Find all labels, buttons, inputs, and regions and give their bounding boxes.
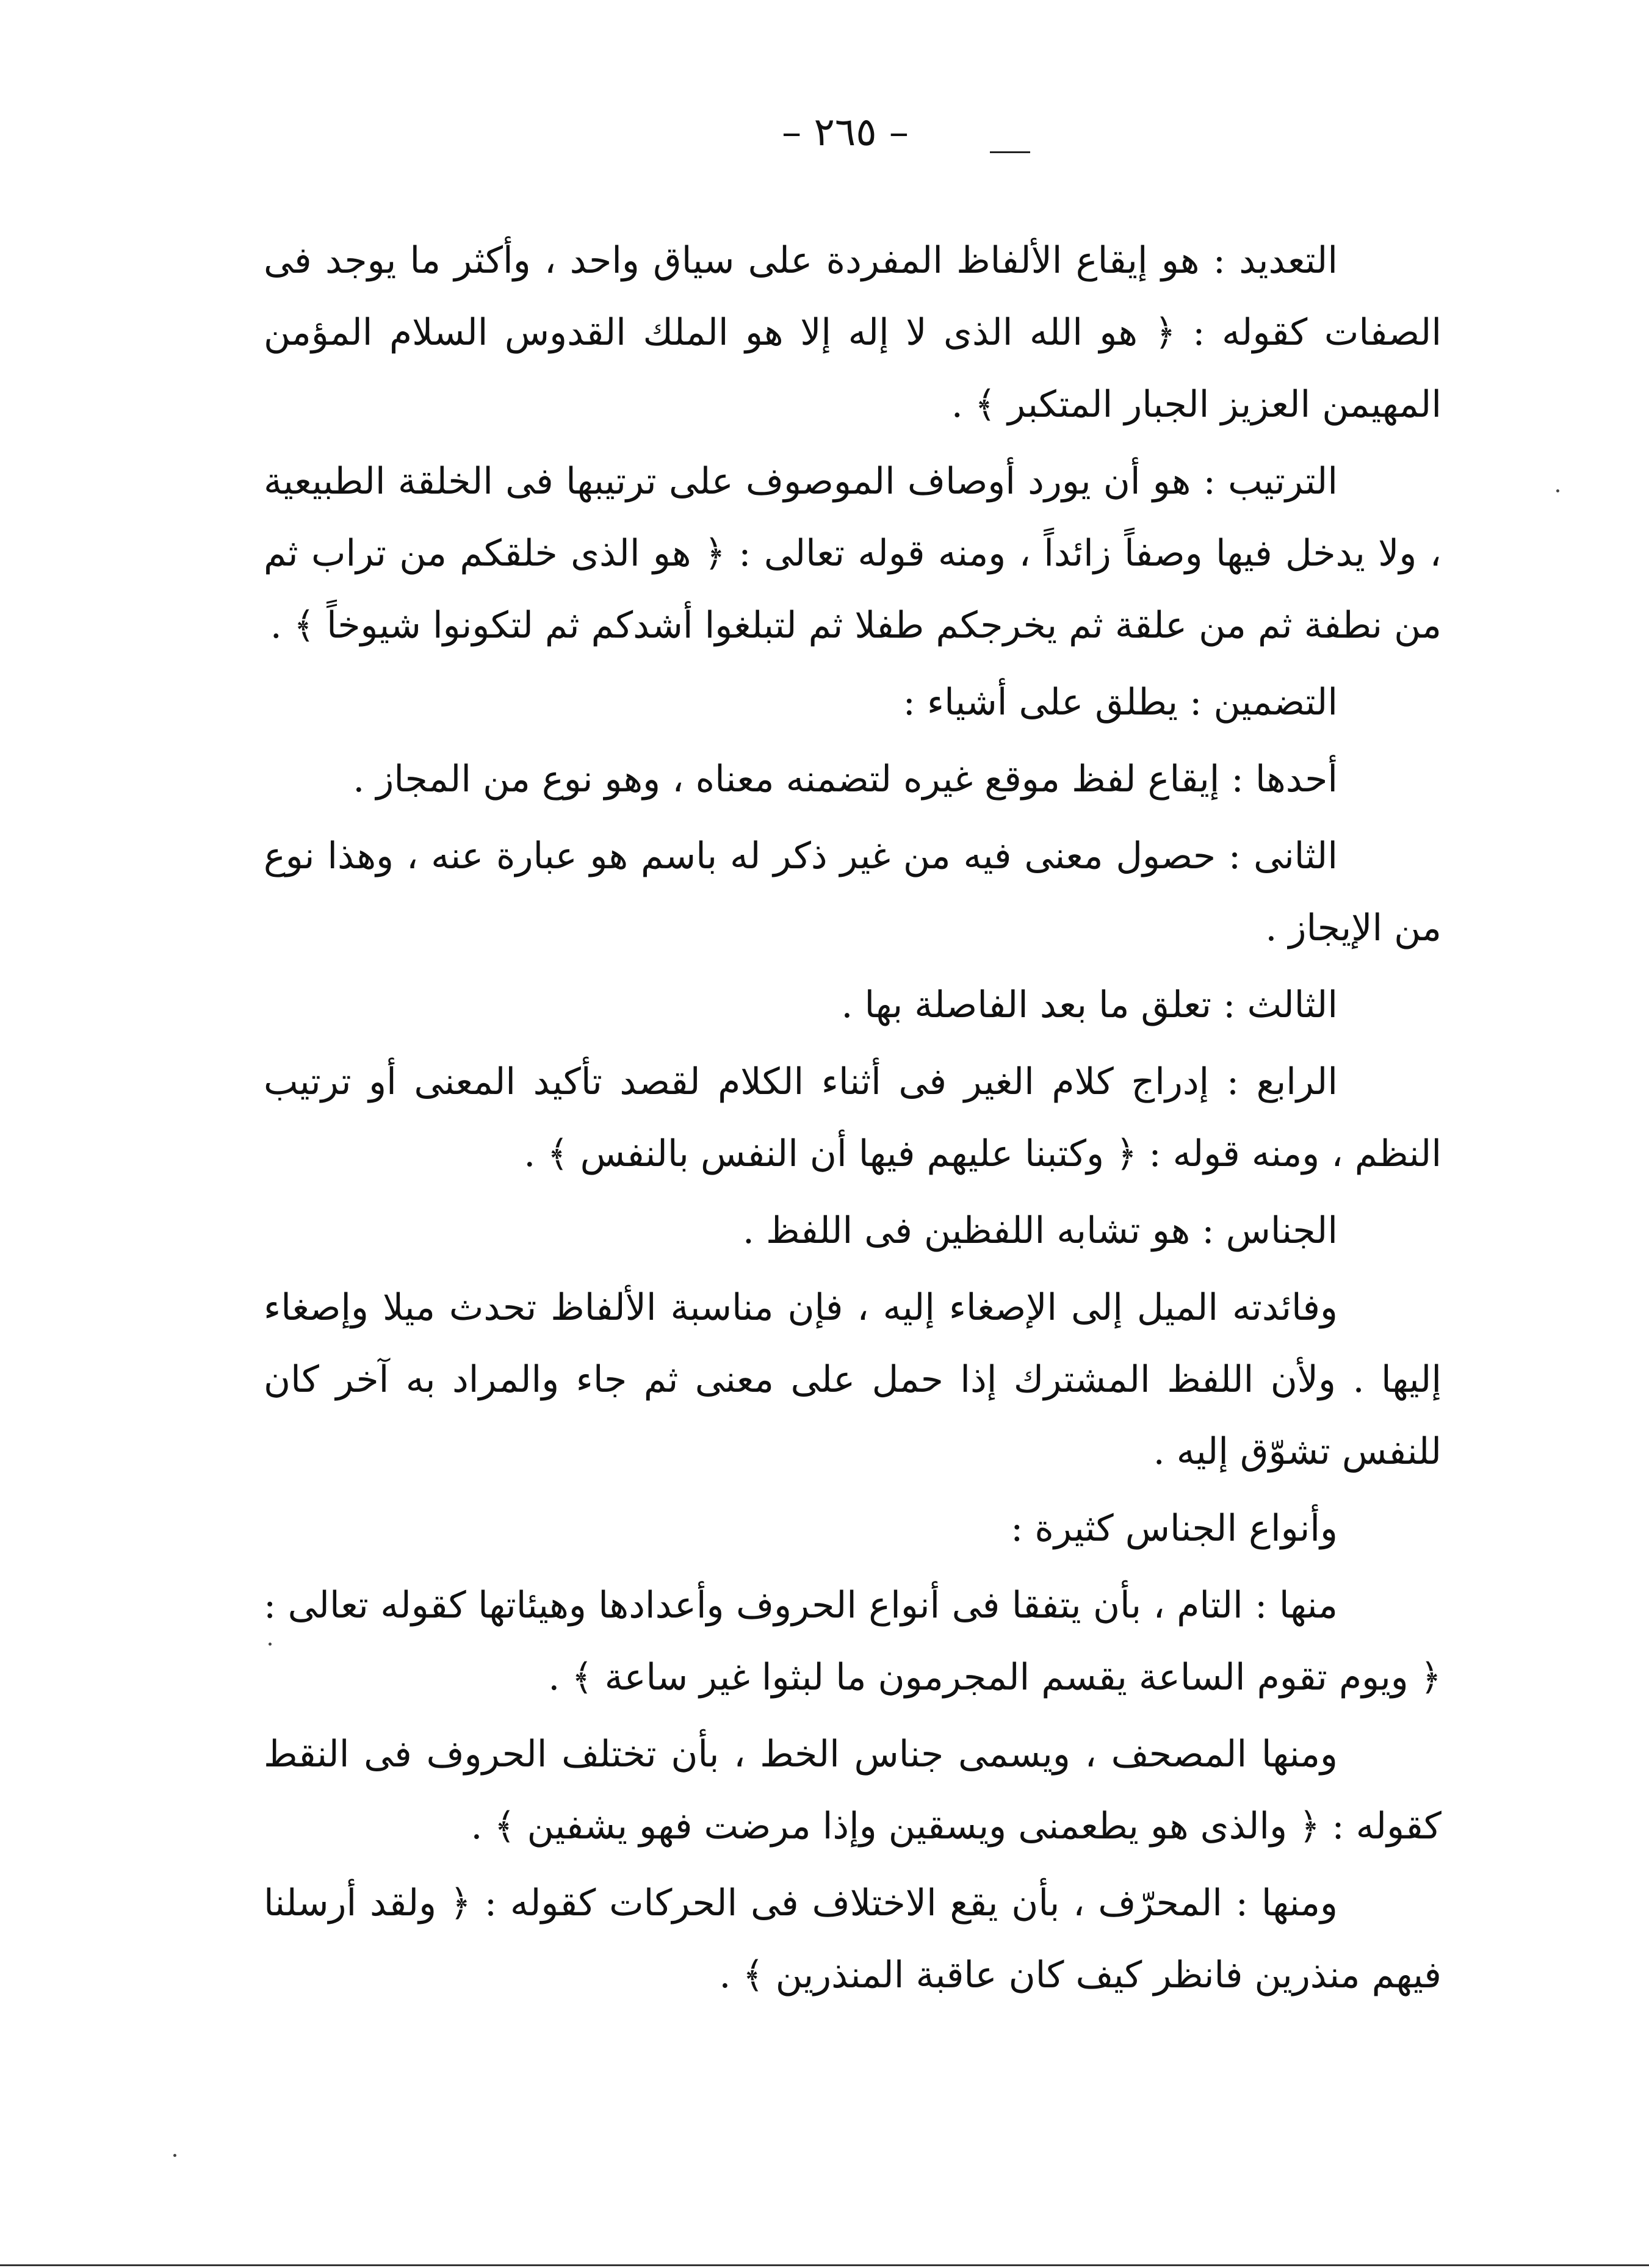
paragraph: التعديد : هو إيقاع الألفاظ المفردة على سياق واحد ، وأكثر ما يوجد فى الصفات كقوله : ﴿ هو الله الذى لا إله إلا هو الملك القدوس السلام المؤمن المهيمن العزيز الجبار المتكبر ﴾ . [264,239,1442,426]
scan-speck [1556,489,1559,492]
text-body [264,225,1442,2016]
paragraph: وفائدته الميل إلى الإصغاء إليه ، فإن مناسبة الألفاظ تحدث ميلا وإصغاء إليها . ولأن اللفظ المشترك إذا حمل على معنى ثم جاء والمراد به آخر كان للنفس تشوّق إليه . [264,1286,1442,1473]
paragraph: التضمين : يطلق على أشياء : [903,681,1338,724]
paragraph: الترتيب : هو أن يورد أوصاف الموصوف على ترتيبها فى الخلقة الطبيعية ، ولا يدخل فيها وصفاً زائداً ، ومنه قوله تعالى : ﴿ هو الذى خلقكم من تراب ثم من نطفة ثم من علقة ثم يخرجكم طفلا ثم لتبلغوا أشدكم ثم لتكونوا شيوخاً ﴾ . [264,460,1442,647]
paragraph: أحدها : إيقاع لفظ موقع غيره لتضمنه معناه ، وهو نوع من المجاز . [353,758,1338,801]
header-rule [990,151,1030,153]
paragraph: وأنواع الجناس كثيرة : [1011,1507,1338,1550]
page-number: – ٢٦٥ – [782,110,909,155]
scan-speck [269,1643,272,1646]
paragraph: منها : التام ، بأن يتفقا فى أنواع الحروف وأعدادها وهيئاتها كقوله تعالى : ﴿ ويوم تقوم الساعة يقسم المجرمون ما لبثوا غير ساعة ﴾ . [264,1584,1442,1699]
paragraph: الجناس : هو تشابه اللفظين فى اللفظ . [742,1209,1338,1252]
paragraph: الثانى : حصول معنى فيه من غير ذكر له باسم هو عبارة عنه ، وهذا نوع من الإيجاز . [264,835,1442,949]
paragraph: الثالث : تعلق ما بعد الفاصلة بها . [841,984,1338,1026]
paragraph: ومنها : المحرّف ، بأن يقع الاختلاف فى الحركات كقوله : ﴿ ولقد أرسلنا فيهم منذرين فانظر كيف كان عاقبة المنذرين ﴾ . [264,1882,1442,1996]
page-edge [0,2264,1649,2266]
paragraph: الرابع : إدراج كلام الغير فى أثناء الكلام لقصد تأكيد المعنى أو ترتيب النظم ، ومنه قوله : ﴿ وكتبنا عليهم فيها أن النفس بالنفس ﴾ . [264,1060,1442,1175]
scan-speck [173,2154,176,2157]
paragraph: ومنها المصحف ، ويسمى جناس الخط ، بأن تختلف الحروف فى النقط كقوله : ﴿ والذى هو يطعمنى ويسقين وإذا مرضت فهو يشفين ﴾ . [264,1733,1442,1848]
